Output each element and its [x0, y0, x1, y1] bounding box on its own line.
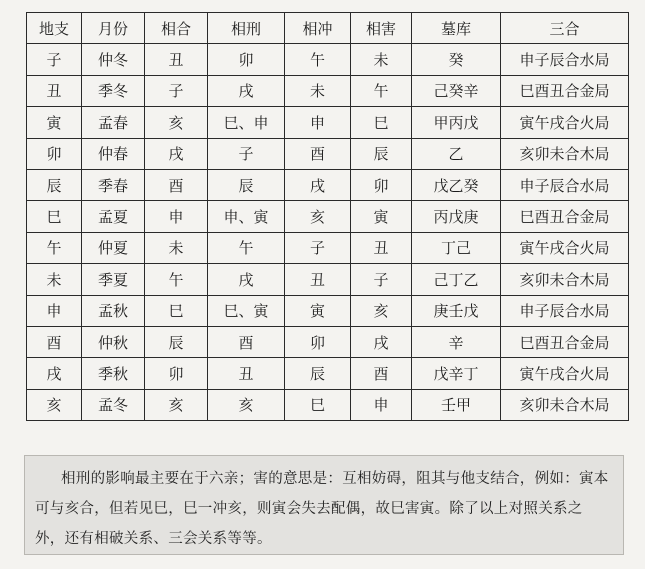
table-row — [27, 264, 629, 295]
table-body — [27, 44, 629, 421]
table-cell: 寅午戌合火局 — [501, 358, 629, 389]
table-cell: 亥 — [145, 389, 208, 420]
table-row — [27, 44, 629, 75]
table-cell: 酉 — [208, 326, 285, 357]
table-cell: 戌 — [27, 358, 82, 389]
table-cell: 孟夏 — [82, 201, 145, 232]
table-row — [27, 169, 629, 200]
column-header: 相害 — [351, 13, 412, 44]
table-cell: 仲冬 — [82, 44, 145, 75]
table-cell: 未 — [27, 264, 82, 295]
table-cell: 未 — [145, 232, 208, 263]
table-cell: 寅午戌合火局 — [501, 107, 629, 138]
table-cell: 仲秋 — [82, 326, 145, 357]
table-cell: 亥 — [208, 389, 285, 420]
table-cell: 仲夏 — [82, 232, 145, 263]
table-cell: 子 — [351, 264, 412, 295]
table-cell: 寅 — [27, 107, 82, 138]
table-cell: 季夏 — [82, 264, 145, 295]
table-cell: 午 — [351, 75, 412, 106]
table-cell: 酉 — [285, 138, 351, 169]
table-cell: 申子辰合水局 — [501, 169, 629, 200]
table-cell: 亥 — [351, 295, 412, 326]
table-cell: 巳 — [351, 107, 412, 138]
table-cell: 卯 — [351, 169, 412, 200]
table-cell: 甲丙戊 — [412, 107, 501, 138]
table-cell: 辛 — [412, 326, 501, 357]
table-cell: 戊乙癸 — [412, 169, 501, 200]
table-cell: 未 — [285, 75, 351, 106]
table-cell: 辰 — [351, 138, 412, 169]
table-cell: 己癸辛 — [412, 75, 501, 106]
column-header: 相合 — [145, 13, 208, 44]
header-row — [27, 13, 629, 44]
table-cell: 亥 — [27, 389, 82, 420]
table-cell: 乙 — [412, 138, 501, 169]
table-cell: 巳、申 — [208, 107, 285, 138]
column-header: 月份 — [82, 13, 145, 44]
table-cell: 申 — [145, 201, 208, 232]
table-cell: 辰 — [208, 169, 285, 200]
table-cell: 酉 — [27, 326, 82, 357]
table-cell: 丑 — [145, 44, 208, 75]
table-row — [27, 107, 629, 138]
table-cell: 辰 — [285, 358, 351, 389]
table-header — [27, 13, 629, 44]
table-cell: 巳 — [285, 389, 351, 420]
table-cell: 丁己 — [412, 232, 501, 263]
table-cell: 亥卯未合木局 — [501, 389, 629, 420]
table-cell: 酉 — [145, 169, 208, 200]
table-row — [27, 201, 629, 232]
table-cell: 午 — [285, 44, 351, 75]
explanation-note: 相刑的影响最主要在于六亲；害的意思是：互相妨碍，阻其与他支结合，例如：寅本可与亥合，但若见巳，巳一冲亥，则寅会失去配偶，故巳害寅。除了以上对照关系之外，还有相破关系、三会关系等等。 — [24, 455, 624, 555]
table-row — [27, 75, 629, 106]
table-cell: 丑 — [27, 75, 82, 106]
table-row — [27, 295, 629, 326]
table-cell: 丑 — [208, 358, 285, 389]
table-cell: 庚壬戊 — [412, 295, 501, 326]
table-cell: 亥 — [145, 107, 208, 138]
table-cell: 申子辰合水局 — [501, 295, 629, 326]
table-cell: 孟冬 — [82, 389, 145, 420]
table-cell: 巳、寅 — [208, 295, 285, 326]
table-cell: 申、寅 — [208, 201, 285, 232]
table-cell: 寅 — [351, 201, 412, 232]
table-cell: 申 — [351, 389, 412, 420]
table-cell: 戊辛丁 — [412, 358, 501, 389]
table-cell: 戌 — [285, 169, 351, 200]
table-cell: 癸 — [412, 44, 501, 75]
column-header: 相刑 — [208, 13, 285, 44]
table-cell: 寅午戌合火局 — [501, 232, 629, 263]
table-cell: 申 — [285, 107, 351, 138]
table-cell: 孟秋 — [82, 295, 145, 326]
table-cell: 午 — [27, 232, 82, 263]
table-cell: 季秋 — [82, 358, 145, 389]
table-cell: 卯 — [285, 326, 351, 357]
table-row — [27, 138, 629, 169]
table-row — [27, 358, 629, 389]
table-cell: 亥卯未合木局 — [501, 264, 629, 295]
table-cell: 丙戊庚 — [412, 201, 501, 232]
table-cell: 卯 — [145, 358, 208, 389]
table-cell: 子 — [27, 44, 82, 75]
table-cell: 子 — [145, 75, 208, 106]
table-cell: 戌 — [208, 264, 285, 295]
table-cell: 仲春 — [82, 138, 145, 169]
table-cell: 季春 — [82, 169, 145, 200]
table-cell: 己丁乙 — [412, 264, 501, 295]
column-header: 相冲 — [285, 13, 351, 44]
table-row — [27, 232, 629, 263]
table-cell: 戌 — [208, 75, 285, 106]
table-cell: 亥卯未合木局 — [501, 138, 629, 169]
table-cell: 巳酉丑合金局 — [501, 201, 629, 232]
table-cell: 巳 — [145, 295, 208, 326]
table-cell: 戌 — [145, 138, 208, 169]
table-cell: 辰 — [145, 326, 208, 357]
table-cell: 卯 — [208, 44, 285, 75]
table-cell: 巳 — [27, 201, 82, 232]
table-cell: 亥 — [285, 201, 351, 232]
column-header: 地支 — [27, 13, 82, 44]
table-cell: 申子辰合水局 — [501, 44, 629, 75]
table-cell: 辰 — [27, 169, 82, 200]
table-cell: 未 — [351, 44, 412, 75]
table-cell: 寅 — [285, 295, 351, 326]
table-cell: 丑 — [351, 232, 412, 263]
column-header: 墓库 — [412, 13, 501, 44]
table-cell: 巳酉丑合金局 — [501, 75, 629, 106]
table-cell: 午 — [145, 264, 208, 295]
table-cell: 丑 — [285, 264, 351, 295]
table-cell: 酉 — [351, 358, 412, 389]
table-cell: 季冬 — [82, 75, 145, 106]
earthly-branch-table — [26, 12, 629, 421]
table-cell: 申 — [27, 295, 82, 326]
table-cell: 子 — [208, 138, 285, 169]
table-cell: 孟春 — [82, 107, 145, 138]
table-cell: 戌 — [351, 326, 412, 357]
column-header: 三合 — [501, 13, 629, 44]
table-row — [27, 326, 629, 357]
table-cell: 壬甲 — [412, 389, 501, 420]
table-cell: 卯 — [27, 138, 82, 169]
table-cell: 午 — [208, 232, 285, 263]
table-row — [27, 389, 629, 420]
table-cell: 子 — [285, 232, 351, 263]
table-cell: 巳酉丑合金局 — [501, 326, 629, 357]
